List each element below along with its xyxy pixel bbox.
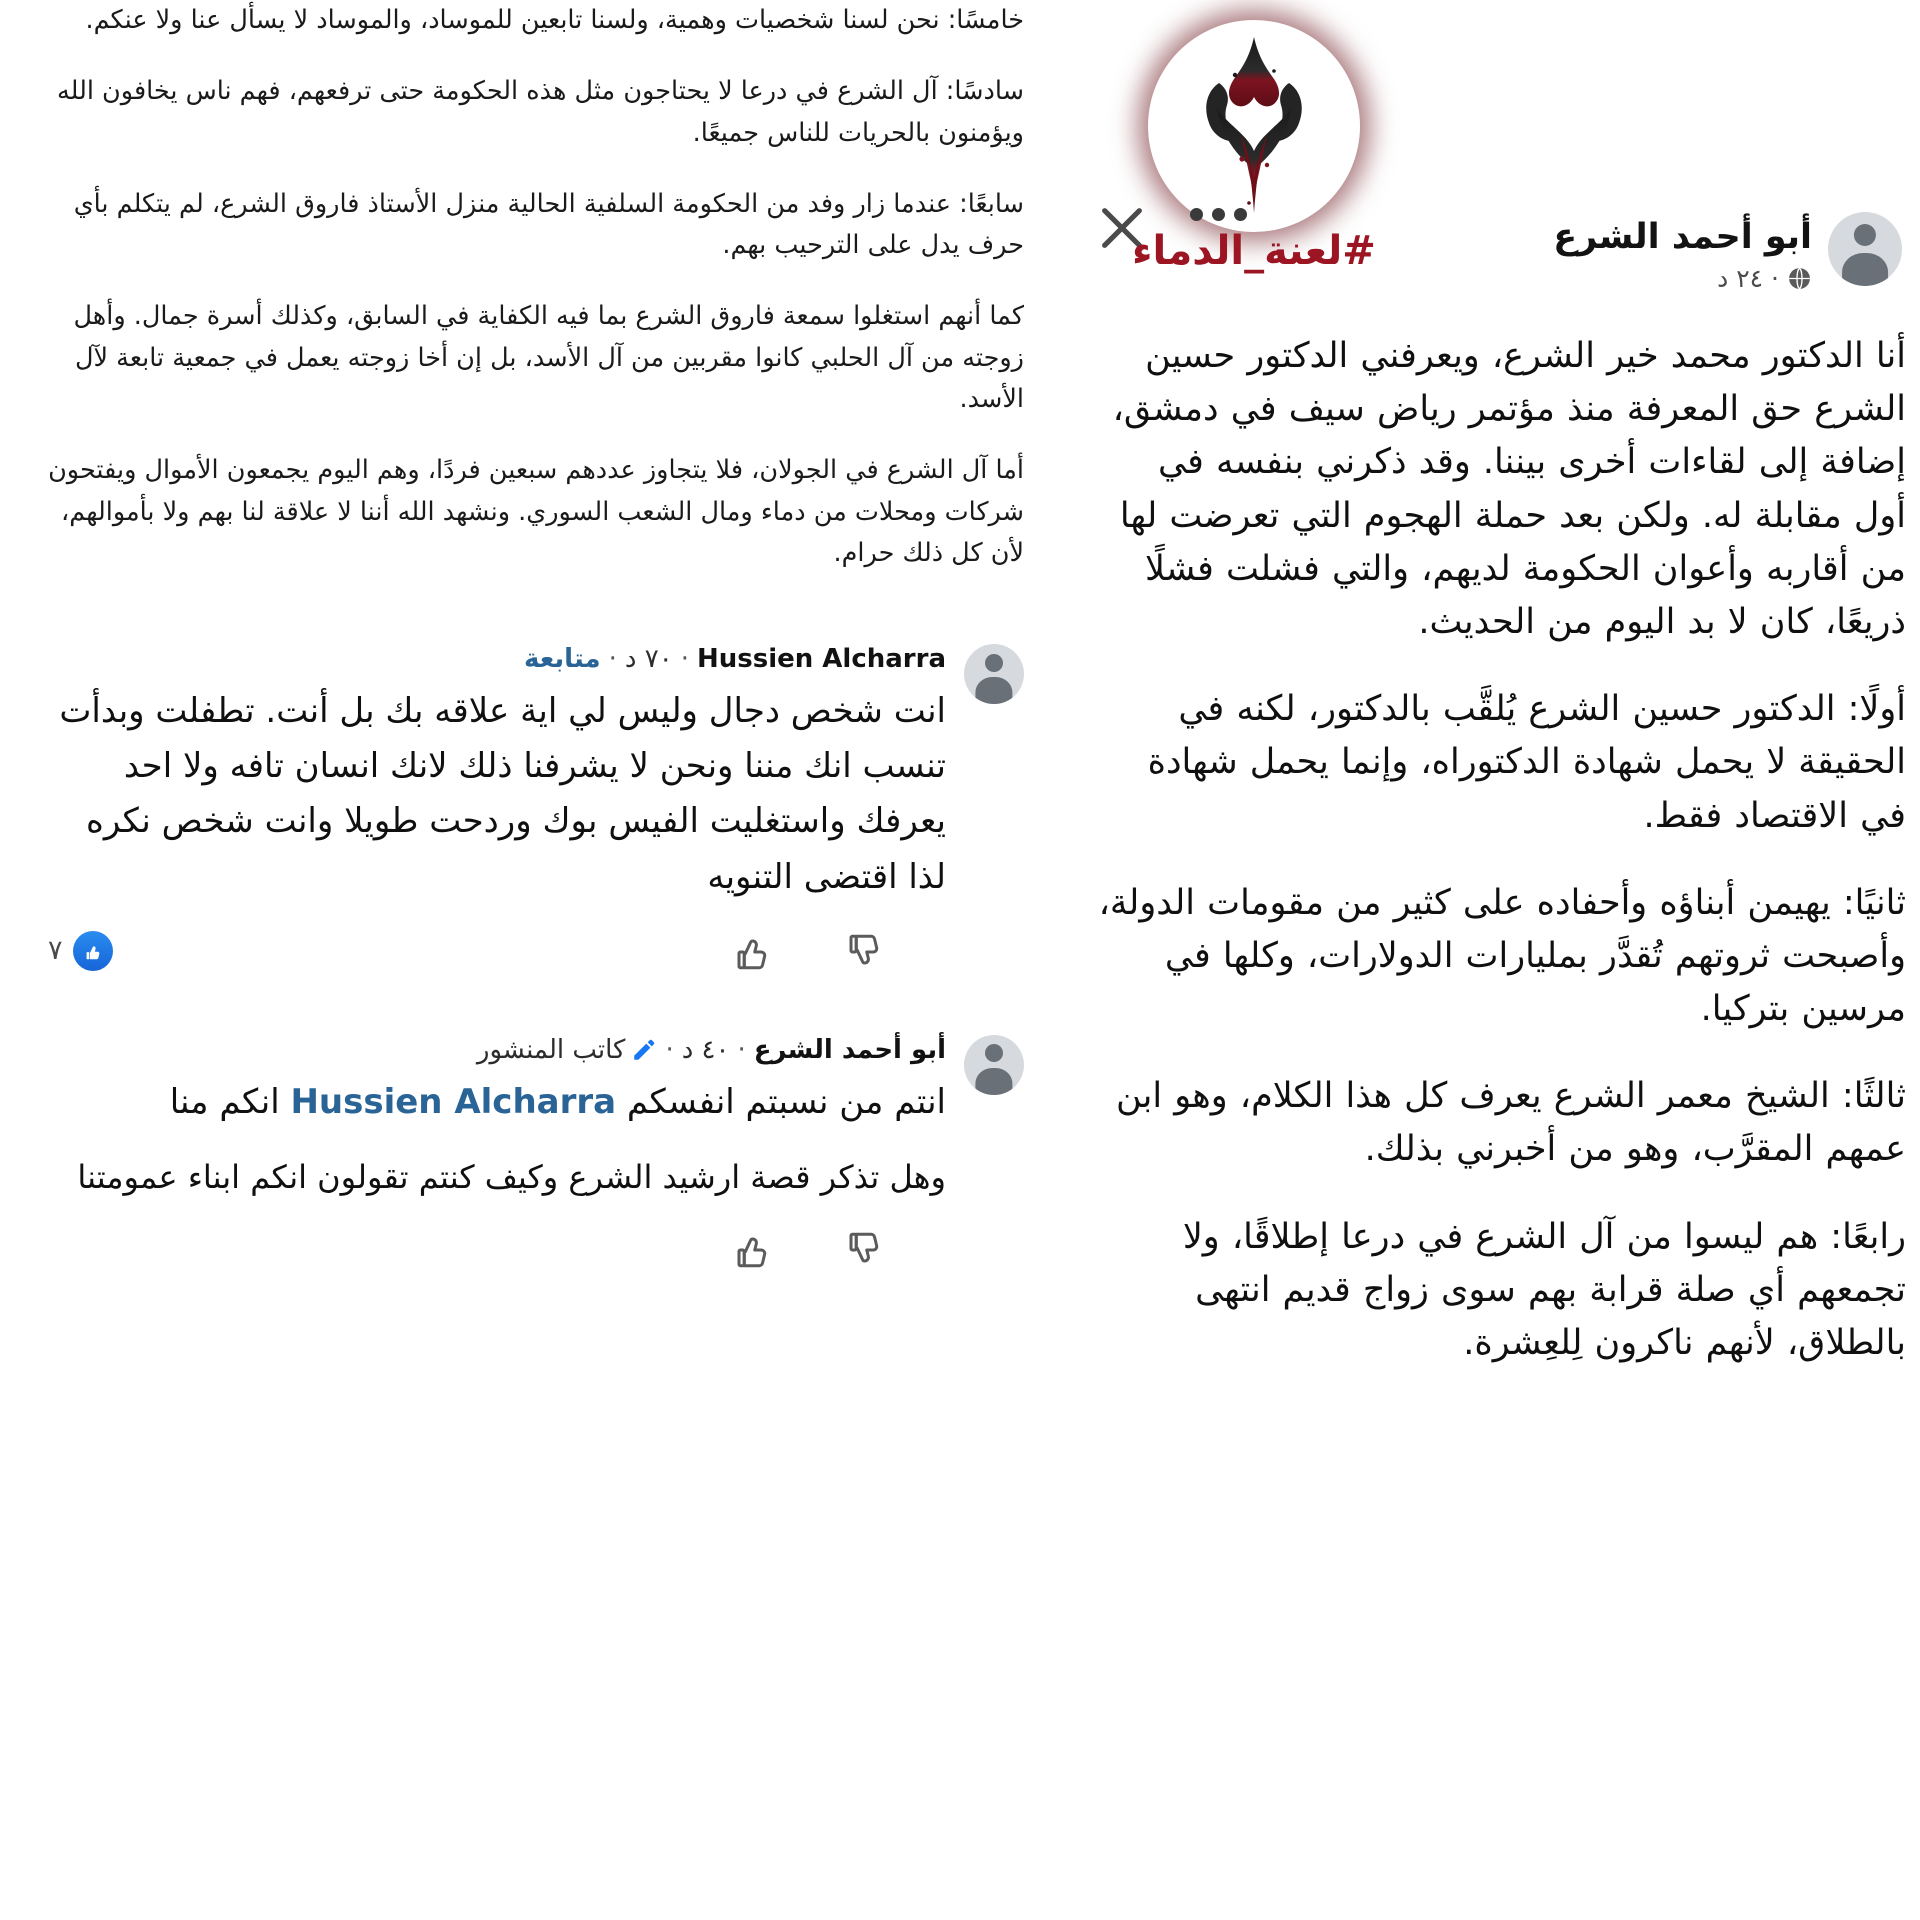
post-body xyxy=(1094,330,1906,1404)
post-time-value: ٢٤ د xyxy=(1717,263,1764,293)
comment-main xyxy=(40,1035,946,1271)
comment-header xyxy=(40,1035,946,1065)
post-paragraph-1: أنا الدكتور محمد خير الشرع، ويعرفني الدكتور حسين الشرع حق المعرفة منذ مؤتمر رياض سيف في دمشق، إضافة إلى لقاءات أخرى بيننا. وقد ذكرني بنفسه في أول مقابلة له. ولكن بعد حملة الهجوم التي تعرضت لها من أقاربه وأعوان الحكومة لديهم، والتي فشلت فشلًا ذريعًا، كان لا بد اليوم من الحديث. xyxy=(1112,336,1906,642)
comment-actions xyxy=(40,1229,946,1271)
post-author-badge-label: كاتب المنشور xyxy=(476,1034,626,1065)
post-header xyxy=(1553,212,1902,293)
comment-item xyxy=(40,644,1024,972)
comment-text: انت شخص دجال وليس لي اية علاقه بك بل أنت. تطفلت وبدأت تنسب انك مننا ونحن لا يشرفنا ذلك لانك انسان تافه ولا احد يعرفك واستغليت الفيس بوك وردحت طويلا وانت شخص نكره لذا اقتضى التنويه xyxy=(59,691,946,897)
post-paragraph-5: رابعًا: هم ليسوا من آل الشرع في درعا إطلاقًا، ولا تجمعهم أي صلة قرابة بهم سوى زواج قديم انتهى بالطلاق، لأنهم ناكرون لِلعِشرة. xyxy=(1182,1216,1906,1363)
comment-item xyxy=(40,1035,1024,1271)
post-paragraph-4: ثالثًا: الشيخ معمر الشرع يعرف كل هذا الكلام، وهو ابن عمهم المقرَّب، وهو من أخبرني بذلك. xyxy=(1115,1076,1906,1170)
thumbs-down-icon[interactable] xyxy=(844,931,886,973)
pencil-icon xyxy=(631,1037,657,1063)
comment-timestamp: ٧٠ د xyxy=(624,644,673,675)
post-column xyxy=(1080,0,1920,1920)
reaction-count: ٧ xyxy=(48,935,63,967)
thumbs-down-icon[interactable] xyxy=(844,1229,886,1271)
like-reaction-badge xyxy=(73,931,113,971)
more-options-icon[interactable] xyxy=(1190,208,1247,221)
post-author-name[interactable]: أبو أحمد الشرع xyxy=(1553,217,1812,257)
comment-header xyxy=(40,644,946,674)
post-timestamp xyxy=(1553,264,1812,293)
cont-paragraph-2: سادسًا: آل الشرع في درعا لا يحتاجون مثل هذه الحكومة حتى ترفعهم، فهم ناس يخافون الله ويؤمنون بالحريات للناس جميعًا. xyxy=(56,76,1024,148)
comment-text-after-mention: انكم منا xyxy=(169,1081,291,1122)
comment-timestamp: ٤٠ د xyxy=(681,1034,730,1065)
blood-fleur-de-lis-logo xyxy=(1148,20,1360,232)
cont-paragraph-4: كما أنهم استغلوا سمعة فاروق الشرع بما فيه الكفاية في السابق، وكذلك أسرة جمال. وأهل زوجته من آل الحلبي كانوا مقربين من آل الأسد، بل إن أخا زوجته يعمل في جمعية تابعة لآل الأسد. xyxy=(73,301,1024,415)
globe-icon xyxy=(1787,266,1812,291)
comment-main xyxy=(40,644,946,972)
post-paragraph-2: أولًا: الدكتور حسين الشرع يُلقَّب بالدكتور، لكنه في الحقيقة لا يحمل شهادة الدكتوراه، وإنما يحمل شهادة في الاقتصاد فقط. xyxy=(1147,689,1906,836)
cont-paragraph-3: سابعًا: عندما زار وفد من الحكومة السلفية الحالية منزل الأستاذ فاروق الشرع، لم يتكلم بأي حرف يدل على الترحيب بهم. xyxy=(73,188,1024,261)
follow-link[interactable]: متابعة xyxy=(523,644,601,675)
dot xyxy=(1190,208,1203,221)
post-paragraph-3: ثانيًا: يهيمن أبناؤه وأحفاده على كثير من مقومات الدولة، وأصبحت ثروتهم تُقدَّر بمليارات الدولارات، وكلها في مرسين بتركيا. xyxy=(1098,882,1906,1030)
thumbs-up-icon[interactable] xyxy=(732,931,774,973)
avatar[interactable] xyxy=(1828,212,1902,286)
cont-paragraph-5: أما آل الشرع في الجولان، فلا يتجاوز عددهم سبعين فردًا، وهم اليوم يجمعون الأموال ويفتحون شركات ومحلات من دماء ومال الشعب السوري. ونشهد الله أننا لا علاقة لنا بهم ولا بأموالهم، لأن كل ذلك حرام. xyxy=(48,455,1024,568)
comment-separator-2: · xyxy=(608,644,617,675)
comment-separator: · xyxy=(737,1034,746,1065)
comment-author-name[interactable]: Hussien Alcharra xyxy=(696,644,946,675)
comment-text-line2: وهل تذكر قصة ارشيد الشرع وكيف كنتم تقولون انكم ابناء عمومتنا xyxy=(77,1157,946,1196)
comment-separator-2: · xyxy=(665,1034,674,1065)
hashtag-watermark: #لعنة_الدماء xyxy=(1132,228,1376,274)
dot xyxy=(1212,208,1225,221)
comment-actions xyxy=(40,931,946,973)
comment-author-name[interactable]: أبو أحمد الشرع xyxy=(753,1034,946,1065)
comment-text xyxy=(40,1075,946,1130)
cont-paragraph-1: خامسًا: نحن لسنا شخصيات وهمية، ولسنا تابعين للموساد، والموساد لا يسأل عنا ولا عنكم. xyxy=(85,5,1024,35)
user-mention[interactable]: Hussien Alcharra xyxy=(290,1081,617,1122)
comment-text-before-mention: انتم من نسبتم انفسكم xyxy=(616,1081,946,1122)
post-continuation xyxy=(40,0,1024,574)
post-separator: · xyxy=(1771,263,1779,293)
dot xyxy=(1234,208,1247,221)
thumbs-up-icon[interactable] xyxy=(732,1229,774,1271)
post-meta xyxy=(1553,212,1812,293)
avatar[interactable] xyxy=(964,644,1024,704)
comment-separator: · xyxy=(680,644,689,675)
post-author-badge xyxy=(477,1035,658,1065)
avatar[interactable] xyxy=(964,1035,1024,1095)
reaction-summary[interactable] xyxy=(48,931,113,971)
